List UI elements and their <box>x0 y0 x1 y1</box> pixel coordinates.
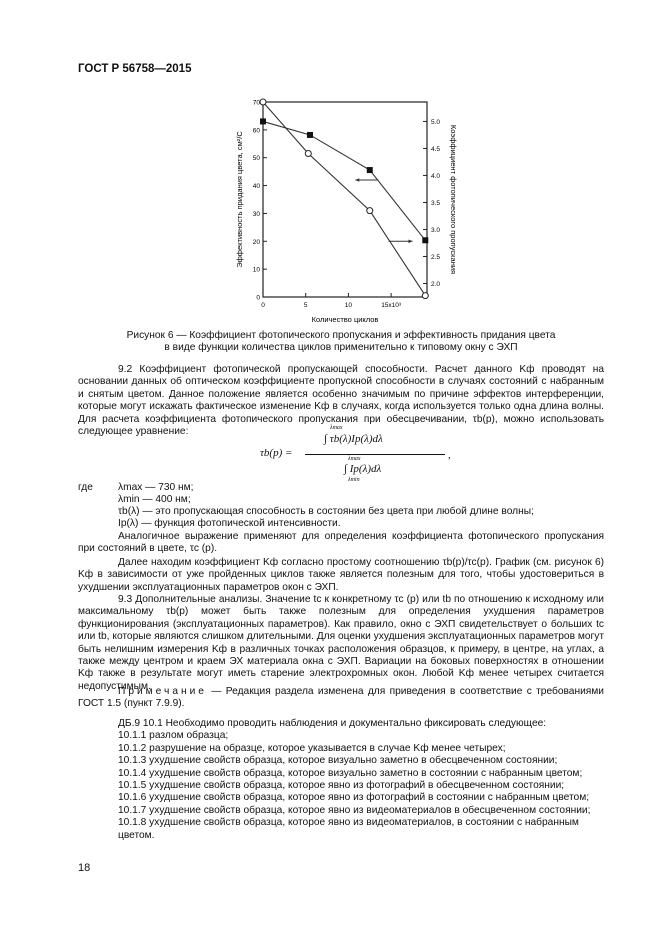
figure-caption <box>78 330 604 355</box>
y-tick-label: 20 <box>252 238 260 246</box>
y-tick-label: 10 <box>252 266 260 274</box>
list-item: 10.1.1 разлом образца; <box>118 730 229 742</box>
data-point-circle <box>260 99 266 105</box>
y2-tick-label: 3.0 <box>431 226 441 234</box>
paragraph-analog: Аналогичное выражение применяют для определения коэффициента фотопического пропускания при состояний в цвете, τc (p). <box>78 531 604 555</box>
y2-tick-label: 2.5 <box>431 253 441 261</box>
y-tick-label: 70 <box>252 99 260 107</box>
y-tick-label: 50 <box>252 155 260 163</box>
data-point-square <box>260 118 266 124</box>
list-item: 10.1.8 ухудшение свойств образца, которое явно из видеоматериалов, в состоянии с набранным цветом. <box>118 817 579 841</box>
y2-tick-label: 3.5 <box>431 199 441 207</box>
y-tick-label: 40 <box>252 183 260 191</box>
note-label: Примечание <box>118 686 207 697</box>
y-tick-label: 60 <box>252 127 260 135</box>
figure-6-chart <box>225 95 465 330</box>
list-item: 10.1.4 ухудшение свойств образца, которое визуально заметно в состоянии с набранным цветом; <box>118 767 583 779</box>
where-item: λmax — 730 нм; <box>118 482 194 493</box>
list-item: 10.1.5 ухудшение свойств образца, которое явно из фотографий в обесцвеченном состоянии; <box>118 780 565 792</box>
data-point-circle <box>422 293 428 299</box>
formula-upper-limit: λmax <box>348 456 361 462</box>
paragraph-next: Далее находим коэффициент Kф согласно простому соотношению τb(p)/τc(p). График (см. рисунок 6) Kф в зависимости от уже пройденных циклов также является полезным для того, чтобы удостовериться в ухудшении эксплуатационных параметров окон с ЭХП. <box>78 557 604 593</box>
where-list <box>118 482 534 530</box>
caption-line: в виде функции количества циклов применительно к типовому окну с ЭХП <box>164 342 518 354</box>
note <box>78 686 604 711</box>
x-tick-label: 10 <box>344 302 353 309</box>
data-point-square <box>367 167 373 173</box>
paragraph-9-3: 9.3 Дополнительные анализы. Значение tc к конкретному τc (p) или tb по отношению к исходному или максимальному τb(p) может быть также полезным для определения ухудшения параметров функционирования (эксплуатационных параметров). Как правило, окно с ЭХП свидетельствует о больших tc или tb, которые являются слишком длительными. Для оценки ухудшения эксплуатационных параметров могут быть нелишним измерения Kф в различных точках расположения образцов, к примеру, в центре, на углах, а также между центром и краем ЭХ материала окна с ЭХП. Вариации на боковых поверхностях в отношении Kф также в результате могут иметь старение электрохромных окон. Любой Kф менее четырех считается недопустимым. <box>78 594 604 692</box>
y2-tick-label: 4.5 <box>431 145 441 153</box>
y2-tick-label: 2.0 <box>431 280 441 288</box>
page-number: 18 <box>78 862 91 874</box>
formula-lower-limit: λmin <box>348 477 360 483</box>
x-tick-label: 5 <box>303 302 308 309</box>
document-header: ГОСТ Р 56758—2015 <box>78 63 192 75</box>
x-tick-label: 0 <box>261 302 265 309</box>
where-label: где <box>78 482 93 493</box>
series-line <box>263 121 425 240</box>
y2-axis-label: Коэффициент фотопического пропускания <box>449 124 458 275</box>
data-point-square <box>307 132 313 138</box>
y2-tick-label: 4.0 <box>431 172 441 180</box>
plot-frame <box>263 102 427 297</box>
y-tick-label: 30 <box>252 210 260 218</box>
formula-denominator: ∫ Ip(λ)dλ <box>344 463 382 475</box>
data-point-circle <box>367 208 373 214</box>
formula-comma: , <box>448 449 451 461</box>
data-point-circle <box>305 151 311 157</box>
list-item: 10.1.2 разрушение на образце, которое указывается в случае Kф менее четырех; <box>118 742 506 754</box>
paragraph-9-2: 9.2 Коэффициент фотопической пропускающей способности. Расчет данного Kф проводят на основании данных об оптическом коэффициенте пропускной способности в случаях состояний с набранным и снятым цветом. Данное положение является особенно значимым по причине эффектов интерференции, которые могут искажать фактическое изменение Kф в случаях, когда используется только одна длина волны. Для расчета коэффициента фотопического пропускания при обесцвечивании, τb(p), можно использовать следующее уравнение: <box>78 364 604 438</box>
where-item: τb(λ) — это пропускающая способность в состоянии без цвета при любой длине волны; <box>118 506 534 517</box>
formula-upper-limit: λmax <box>330 425 343 431</box>
note-text: — Редакция раздела изменена для приведения в соответствие с требованиями ГОСТ 1.5 (пункт 7.9.9). <box>78 686 604 710</box>
arrow-right-icon <box>408 239 412 243</box>
x-tick-label: 15x10³ <box>381 302 402 309</box>
y-axis-label: Эффективность придания цвета, см²/C <box>235 131 244 268</box>
formula <box>260 425 460 485</box>
arrow-left-icon <box>355 178 359 182</box>
y2-tick-label: 5.0 <box>431 118 441 126</box>
series-line <box>263 102 425 296</box>
list-item: 10.1.3 ухудшение свойств образца, которое визуально заметно в обесцвеченном состоянии; <box>118 755 558 767</box>
where-item: λmin — 400 нм; <box>118 494 191 505</box>
y-tick-label: 0 <box>256 294 260 302</box>
db9-heading: ДБ.9 10.1 Необходимо проводить наблюдения и документально фиксировать следующее: <box>118 718 547 729</box>
formula-numerator: ∫ τb(λ)Ip(λ)dλ <box>324 433 383 445</box>
where-item: Ip(λ) — функция фотопической интенсивности. <box>118 518 341 529</box>
x-axis-label: Количество циклов <box>311 315 379 324</box>
caption-line: Рисунок 6 — Коэффициент фотопического пропускания и эффективность придания цвета <box>126 330 556 341</box>
section-db9 <box>118 718 608 842</box>
data-point-square <box>422 237 428 243</box>
list-item: 10.1.6 ухудшение свойств образца, которое явно из фотографий в состоянии с набранным цветом; <box>118 792 590 804</box>
list-item: 10.1.7 ухудшение свойств образца, которое явно из видеоматериалов в обесцвеченном состоянии; <box>118 804 591 816</box>
formula-lhs: τb(p) = <box>260 447 293 459</box>
